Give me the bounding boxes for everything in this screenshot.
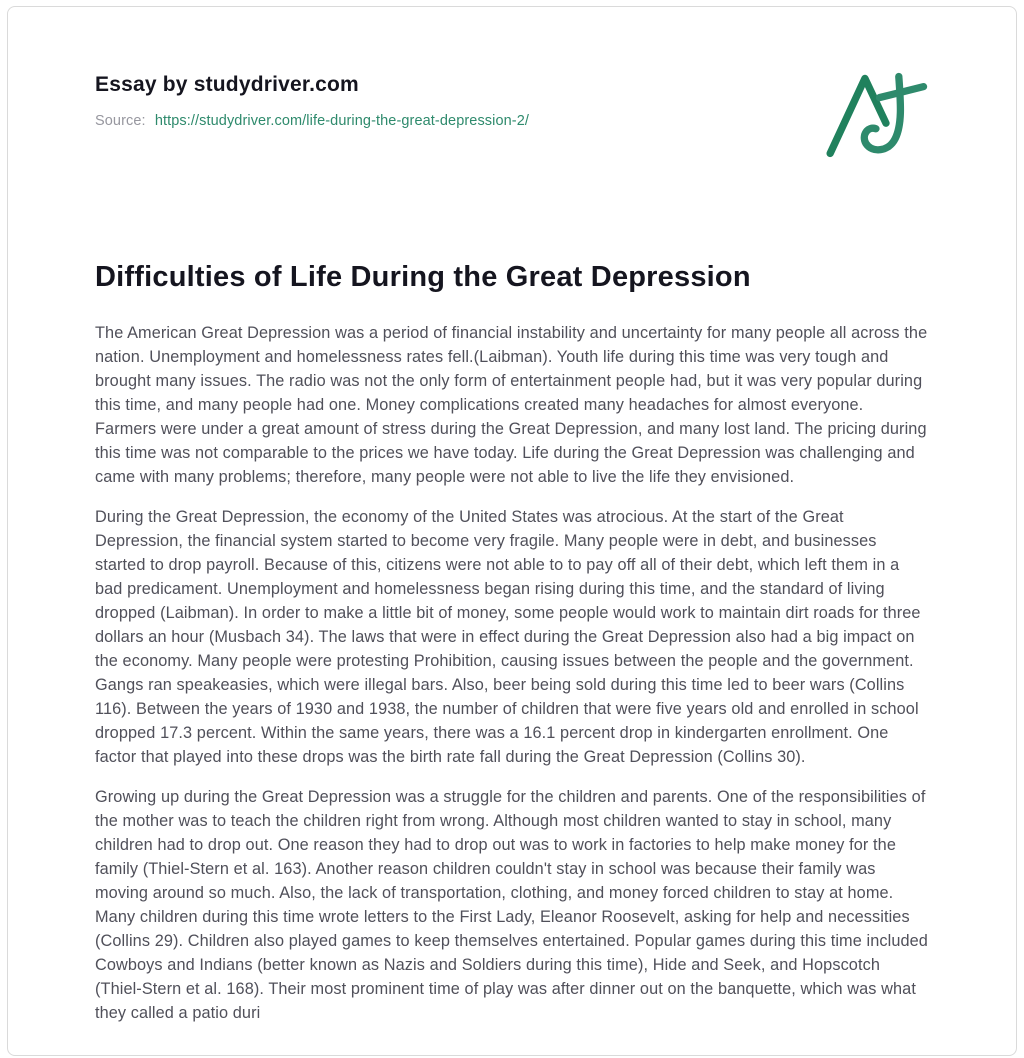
source-label: Source: <box>95 113 146 129</box>
essay-paragraph-1: The American Great Depression was a period of financial instability and uncertainty for many people all across the nation. Unemployment and homelessness rates fell.(Laibman). Youth life during this time was very tough and brought many issues. The radio was not the only form of entertainment people had, but it was very popular during this time, and many people had one. Money complications created many headaches for almost everyone. Farmers were under a great amount of stress during the Great Depression, and many lost land. The pricing during this time was not comparable to the prices we have today. Life during the Great Depression was challenging and came with many problems; therefore, many people were not able to live the life they envisioned. <box>95 324 928 486</box>
document-header <box>95 7 929 159</box>
essay-content <box>95 261 929 1025</box>
document-page <box>7 6 1017 1056</box>
source-link[interactable]: https://studydriver.com/life-during-the-great-depression-2/ <box>154 113 530 129</box>
studydriver-logo-icon <box>821 71 929 159</box>
header-text-block <box>95 73 529 129</box>
essay-paragraph-3: Growing up during the Great Depression was a struggle for the children and parents. One of the responsibilities of the mother was to teach the children right from wrong. Although most children wanted to stay in school, many children had to drop out. One reason they had to drop out was to work in factories to help make money for the family (Thiel-Stern et al. 163). Another reason children couldn't stay in school was because their family was moving around so much. Also, the lack of transportation, clothing, and money forced children to stay at home. Many children during this time wrote letters to the First Lady, Eleanor Roosevelt, asking for help and necessities (Collins 29). Children also played games to keep themselves entertained. Popular games during this time included Cowboys and Indians (better known as Nazis and Soldiers during this time), Hide and Seek, and Hopscotch (Thiel-Stern et al. 168). Their most prominent time of play was after dinner out on the banquette, which was what they called a patio duri <box>95 788 928 1022</box>
source-row <box>95 113 529 129</box>
essay-byline: Essay by studydriver.com <box>95 73 359 96</box>
essay-title: Difficulties of Life During the Great Depression <box>95 261 751 293</box>
essay-paragraph-2: During the Great Depression, the economy of the United States was atrocious. At the start of the Great Depression, the financial system started to become very fragile. Many people were in debt, and businesses started to drop payroll. Because of this, citizens were not able to to pay off all of their debt, which left them in a bad predicament. Unemployment and homelessness began rising during this time, and the standard of living dropped (Laibman). In order to make a little bit of money, some people would work to maintain dirt roads for three dollars an hour (Musbach 34). The laws that were in effect during the Great Depression also had a big impact on the economy. Many people were protesting Prohibition, causing issues between the people and the government. Gangs ran speakeasies, which were illegal bars. Also, beer being sold during this time led to beer wars (Collins 116). Between the years of 1930 and 1938, the number of children that were five years old and enrolled in school dropped 17.3 percent. Within the same years, there was a 16.1 percent drop in kindergarten enrollment. One factor that played into these drops was the birth rate fall during the Great Depression (Collins 30). <box>95 508 921 766</box>
